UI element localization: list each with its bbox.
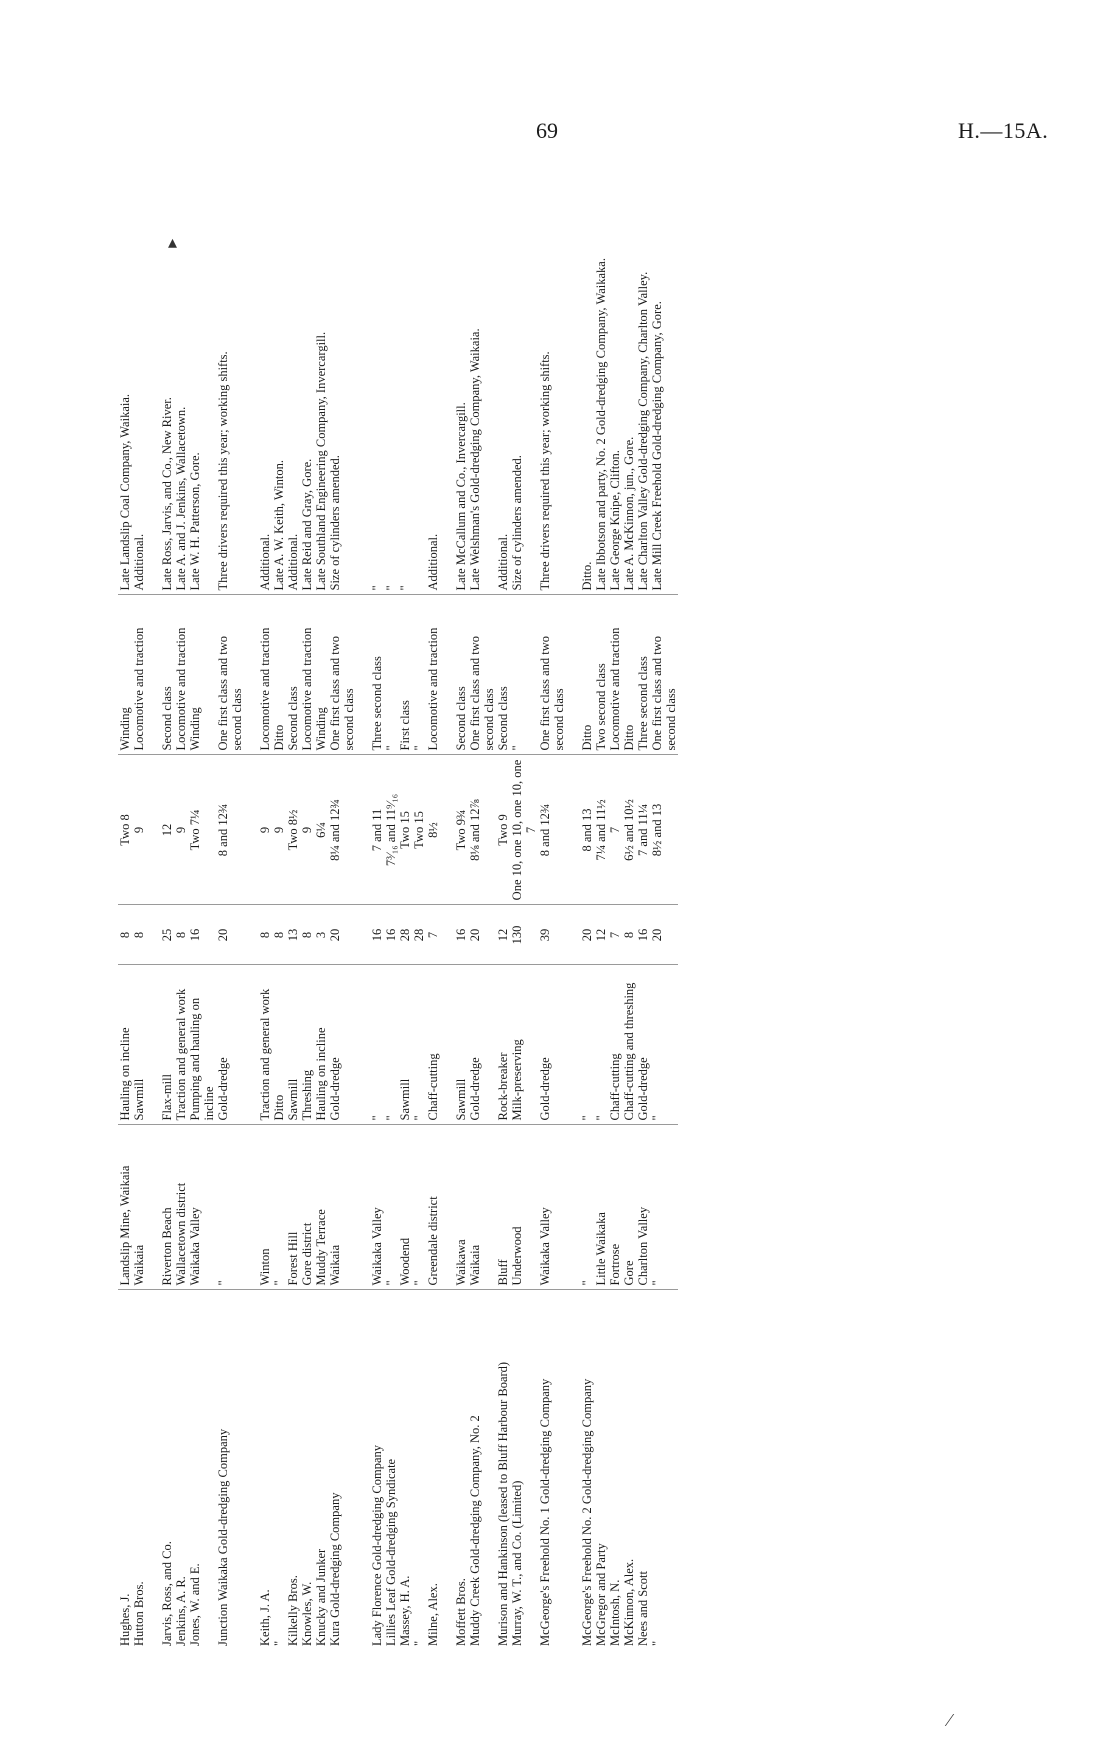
table-row bbox=[496, 160, 510, 1650]
cylinder-size-cell: 9 bbox=[174, 755, 188, 905]
horse-power-cell: 3 bbox=[314, 905, 328, 965]
remarks-cell: Ditto. bbox=[580, 561, 594, 591]
horse-power-cell: 25 bbox=[160, 905, 174, 965]
horse-power-cell: 12 bbox=[496, 905, 510, 965]
owner-cell: Jarvis, Ross, and Co. bbox=[160, 1290, 174, 1650]
horse-power-cell: 16 bbox=[188, 905, 216, 965]
cylinder-size-cell: 9 bbox=[272, 755, 286, 905]
cylinder-size-cell: Two 9¾ bbox=[454, 755, 468, 905]
horse-power-cell: 20 bbox=[580, 905, 594, 965]
table-row bbox=[384, 160, 398, 1650]
owner-cell: Lillies Leaf Gold-dredging Syndicate bbox=[384, 1290, 398, 1650]
use-cell: Traction and general work bbox=[258, 965, 272, 1125]
use-cell: Gold-dredge bbox=[216, 965, 244, 1125]
locality-cell: Little Waikaka bbox=[594, 1125, 608, 1290]
owner-cell: Knowles, W. bbox=[300, 1290, 314, 1650]
row-spacer bbox=[244, 160, 258, 1650]
use-cell: Threshing bbox=[300, 965, 314, 1125]
locality-cell: " bbox=[272, 1125, 286, 1290]
horse-power-cell: 20 bbox=[328, 905, 356, 965]
remarks-cell: Late Welshman's Gold-dredging Company, Waikaia. bbox=[468, 328, 482, 591]
cylinder-size-cell: 6¼ bbox=[314, 755, 328, 905]
horse-power-cell: 8 bbox=[132, 905, 146, 965]
horse-power-cell: 16 bbox=[454, 905, 468, 965]
remarks-cell: " bbox=[370, 585, 384, 591]
remarks-cell: Late Ibbotson and party, No. 2 Gold-dredging Company, Waikaka. bbox=[594, 258, 608, 591]
horse-power-cell: 7 bbox=[608, 905, 622, 965]
locality-cell: Bluff bbox=[496, 1125, 510, 1290]
cylinder-size-cell: 8 and 12¾ bbox=[538, 755, 566, 905]
certificate-class-cell: " bbox=[510, 595, 538, 755]
table-row bbox=[370, 160, 384, 1650]
certificate-class-cell: Second class bbox=[160, 595, 174, 755]
owner-cell: " bbox=[412, 1290, 426, 1650]
horse-power-cell: 16 bbox=[370, 905, 384, 965]
register-table-rotated bbox=[118, 160, 968, 1650]
owner-cell: Murison and Hankinson (leased to Bluff Harbour Board) bbox=[496, 1290, 510, 1650]
locality-cell: " bbox=[216, 1125, 244, 1290]
table-row bbox=[300, 160, 314, 1650]
certificate-class-cell: Two second class bbox=[594, 595, 608, 755]
table-row bbox=[314, 160, 328, 1650]
horse-power-cell: 12 bbox=[594, 905, 608, 965]
certificate-class-cell: " bbox=[412, 595, 426, 755]
remarks-cell: Additional. bbox=[258, 533, 272, 591]
locality-cell: Woodend bbox=[398, 1125, 412, 1290]
table-row bbox=[286, 160, 300, 1650]
owner-cell: McIntosh, N. bbox=[608, 1290, 622, 1650]
owner-cell: Murray, W. T., and Co. (Limited) bbox=[510, 1290, 538, 1650]
use-cell: " bbox=[580, 965, 594, 1125]
owner-cell: Hughes, J. bbox=[118, 1290, 132, 1650]
locality-cell: Riverton Beach bbox=[160, 1125, 174, 1290]
certificate-class-cell: First class bbox=[398, 595, 412, 755]
cylinder-size-cell: 12 bbox=[160, 755, 174, 905]
page-header bbox=[0, 0, 1114, 150]
table-row bbox=[510, 160, 538, 1650]
owner-cell: Knucky and Junker bbox=[314, 1290, 328, 1650]
cylinder-size-cell: 8½ bbox=[426, 755, 440, 905]
cylinder-size-cell: Two 7¼ bbox=[188, 755, 216, 905]
table-row bbox=[174, 160, 188, 1650]
use-cell: Sawmill bbox=[132, 965, 146, 1125]
use-cell: " bbox=[594, 965, 608, 1125]
page-number: 69 bbox=[536, 118, 558, 143]
scan-mark: ▴ bbox=[168, 232, 178, 252]
table-row bbox=[188, 160, 216, 1650]
use-cell: Rock-breaker bbox=[496, 965, 510, 1125]
row-spacer bbox=[566, 160, 580, 1650]
locality-cell: Gore bbox=[622, 1125, 636, 1290]
remarks-cell: Additional. bbox=[132, 533, 146, 591]
owner-cell: Moffett Bros. bbox=[454, 1290, 468, 1650]
table-row bbox=[468, 160, 496, 1650]
use-cell: Hauling on incline bbox=[314, 965, 328, 1125]
use-cell: Flax-mill bbox=[160, 965, 174, 1125]
table-row bbox=[650, 160, 678, 1650]
locality-cell: Waikaka Valley bbox=[538, 1125, 566, 1290]
certificate-class-cell: Three second class bbox=[370, 595, 384, 755]
locality-cell: " bbox=[650, 1125, 678, 1290]
certificate-class-cell: " bbox=[384, 595, 398, 755]
remarks-cell: Three drivers required this year; working shifts. bbox=[538, 351, 552, 591]
locality-cell: Forest Hill bbox=[286, 1125, 300, 1290]
table-row bbox=[636, 160, 650, 1650]
table-row bbox=[258, 160, 272, 1650]
use-cell: Chaff-cutting and threshing bbox=[622, 965, 636, 1125]
scan-mark: ⁄ bbox=[948, 1710, 952, 1730]
certificate-class-cell: Second class bbox=[286, 595, 300, 755]
use-cell: Gold-dredge bbox=[538, 965, 566, 1125]
locality-cell: " bbox=[384, 1125, 398, 1290]
locality-cell: " bbox=[580, 1125, 594, 1290]
horse-power-cell: 16 bbox=[384, 905, 398, 965]
cylinder-size-cell: 9 bbox=[258, 755, 272, 905]
horse-power-cell: 8 bbox=[622, 905, 636, 965]
table-row bbox=[454, 160, 468, 1650]
owner-cell: McGregor and Party bbox=[594, 1290, 608, 1650]
use-cell: Sawmill bbox=[398, 965, 412, 1125]
cylinder-size-cell: Two 15 bbox=[412, 755, 426, 905]
horse-power-cell: 20 bbox=[650, 905, 678, 965]
owner-cell: Massey, H. A. bbox=[398, 1290, 412, 1650]
cylinder-size-cell: One 10, one 10, one 10, one 7 bbox=[510, 755, 538, 905]
use-cell: Gold-dredge bbox=[636, 965, 650, 1125]
locality-cell: Landslip Mine, Waikaia bbox=[118, 1125, 132, 1290]
certificate-class-cell: Winding bbox=[314, 595, 328, 755]
certificate-class-cell: Locomotive and traction bbox=[608, 595, 622, 755]
table-row bbox=[118, 160, 132, 1650]
locality-cell: Muddy Terrace bbox=[314, 1125, 328, 1290]
remarks-cell: Late Reid and Gray, Gore. bbox=[300, 458, 314, 591]
use-cell: Ditto bbox=[272, 965, 286, 1125]
owner-cell: " bbox=[272, 1290, 286, 1650]
horse-power-cell: 13 bbox=[286, 905, 300, 965]
remarks-cell bbox=[412, 160, 426, 595]
remarks-cell: Late A. and J. Jenkins, Wallacetown. bbox=[174, 406, 188, 591]
locality-cell: Gore district bbox=[300, 1125, 314, 1290]
horse-power-cell: 8 bbox=[118, 905, 132, 965]
locality-cell: Waikaka Valley bbox=[370, 1125, 384, 1290]
certificate-class-cell: Winding bbox=[188, 595, 216, 755]
cylinder-size-cell: Two 8 bbox=[118, 755, 132, 905]
remarks-cell: Additional. bbox=[286, 533, 300, 591]
remarks-cell: Late W. H. Patterson, Gore. bbox=[188, 452, 202, 591]
locality-cell: Charlton Valley bbox=[636, 1125, 650, 1290]
remarks-cell: " bbox=[398, 585, 412, 591]
horse-power-cell: 20 bbox=[468, 905, 496, 965]
remarks-cell: Additional. bbox=[496, 533, 510, 591]
remarks-cell: Late Mill Creek Freehold Gold-dredging Company, Gore. bbox=[650, 301, 664, 591]
owner-cell: Lady Florence Gold-dredging Company bbox=[370, 1290, 384, 1650]
certificate-class-cell: One first class and two second class bbox=[538, 595, 566, 755]
remarks-cell: Late A. McKinnon, jun., Gore. bbox=[622, 436, 636, 591]
certificate-class-cell: Second class bbox=[454, 595, 468, 755]
table-row bbox=[426, 160, 440, 1650]
horse-power-cell: 7 bbox=[426, 905, 440, 965]
row-spacer bbox=[146, 160, 160, 1650]
cylinder-size-cell: 7¼ and 11½ bbox=[594, 755, 608, 905]
owner-cell: Keith, J. A. bbox=[258, 1290, 272, 1650]
certificate-class-cell: Second class bbox=[496, 595, 510, 755]
locality-cell: Waikawa bbox=[454, 1125, 468, 1290]
cylinder-size-cell: Two 15 bbox=[398, 755, 412, 905]
document-reference: H.—15A. bbox=[958, 118, 1049, 143]
owner-cell: Kilkelly Bros. bbox=[286, 1290, 300, 1650]
use-cell: Traction and general work bbox=[174, 965, 188, 1125]
owner-cell: Junction Waikaka Gold-dredging Company bbox=[216, 1290, 244, 1650]
table-row bbox=[328, 160, 356, 1650]
certificate-class-cell: Three second class bbox=[636, 595, 650, 755]
locality-cell: Fortrose bbox=[608, 1125, 622, 1290]
certificate-class-cell: One first class and two second class bbox=[216, 595, 244, 755]
cylinder-size-cell: 8⅛ and 12⅞ bbox=[468, 755, 496, 905]
certificate-class-cell: Winding bbox=[118, 595, 132, 755]
use-cell: Chaff-cutting bbox=[608, 965, 622, 1125]
horse-power-cell: 8 bbox=[174, 905, 188, 965]
remarks-cell: Size of cylinders amended. bbox=[328, 455, 342, 591]
remarks-cell: Three drivers required this year; working shifts. bbox=[216, 351, 230, 591]
use-cell: Milk-preserving bbox=[510, 965, 538, 1125]
remarks-cell: Late George Knipe, Clifton. bbox=[608, 450, 622, 591]
horse-power-cell: 28 bbox=[412, 905, 426, 965]
remarks-cell: Additional. bbox=[426, 533, 440, 591]
certificate-class-cell: One first class and two second class bbox=[328, 595, 356, 755]
locality-cell: " bbox=[412, 1125, 426, 1290]
horse-power-cell: 16 bbox=[636, 905, 650, 965]
remarks-cell: Late Landslip Coal Company, Waikaia. bbox=[118, 393, 132, 591]
use-cell: " bbox=[370, 965, 384, 1125]
locality-cell: Winton bbox=[258, 1125, 272, 1290]
owner-cell: Milne, Alex. bbox=[426, 1290, 440, 1650]
owner-cell: Hutton Bros. bbox=[132, 1290, 146, 1650]
horse-power-cell: 39 bbox=[538, 905, 566, 965]
table-row bbox=[216, 160, 244, 1650]
locality-cell: Waikaia bbox=[328, 1125, 356, 1290]
cylinder-size-cell: 7³⁄₁₆ and 11⁹⁄₁₆ bbox=[384, 755, 398, 905]
table-row bbox=[594, 160, 608, 1650]
owner-cell: Kura Gold-dredging Company bbox=[328, 1290, 356, 1650]
use-cell: " bbox=[650, 965, 678, 1125]
horse-power-cell: 20 bbox=[216, 905, 244, 965]
cylinder-size-cell: 8¼ and 12¾ bbox=[328, 755, 356, 905]
owner-cell: McGeorge's Freehold No. 1 Gold-dredging Company bbox=[538, 1290, 566, 1650]
horse-power-cell: 8 bbox=[258, 905, 272, 965]
use-cell: Sawmill bbox=[286, 965, 300, 1125]
use-cell: " bbox=[412, 965, 426, 1125]
use-cell: Pumping and hauling on incline bbox=[188, 965, 216, 1125]
cylinder-size-cell: 8½ and 13 bbox=[650, 755, 678, 905]
remarks-cell: " bbox=[384, 585, 398, 591]
cylinder-size-cell: Two 8½ bbox=[286, 755, 300, 905]
certificate-class-cell: Locomotive and traction bbox=[174, 595, 188, 755]
locality-cell: Wallacetown district bbox=[174, 1125, 188, 1290]
table-row bbox=[160, 160, 174, 1650]
locality-cell: Greendale district bbox=[426, 1125, 440, 1290]
cylinder-size-cell: 6½ and 10½ bbox=[622, 755, 636, 905]
owner-cell: Nees and Scott bbox=[636, 1290, 650, 1650]
cylinder-size-cell: Two 9 bbox=[496, 755, 510, 905]
certificate-class-cell: Ditto bbox=[622, 595, 636, 755]
table-row bbox=[608, 160, 622, 1650]
cylinder-size-cell: 8 and 13 bbox=[580, 755, 594, 905]
remarks-cell: Late Charlton Valley Gold-dredging Company, Charlton Valley. bbox=[636, 271, 650, 591]
certificate-class-cell: One first class and two second class bbox=[468, 595, 496, 755]
owner-cell: Muddy Creek Gold-dredging Company, No. 2 bbox=[468, 1290, 496, 1650]
use-cell: Gold-dredge bbox=[468, 965, 496, 1125]
certificate-class-cell: Locomotive and traction bbox=[132, 595, 146, 755]
owner-cell: " bbox=[650, 1290, 678, 1650]
use-cell: Sawmill bbox=[454, 965, 468, 1125]
certificate-class-cell: Locomotive and traction bbox=[300, 595, 314, 755]
table-row bbox=[412, 160, 426, 1650]
owner-cell: Jones, W. and E. bbox=[188, 1290, 216, 1650]
cylinder-size-cell: 7 bbox=[608, 755, 622, 905]
locality-cell: Waikaia bbox=[468, 1125, 496, 1290]
table-row bbox=[538, 160, 566, 1650]
locality-cell: Waikaka Valley bbox=[188, 1125, 216, 1290]
certificate-class-cell: One first class and two second class bbox=[650, 595, 678, 755]
table-body bbox=[118, 160, 678, 1650]
use-cell: " bbox=[384, 965, 398, 1125]
cylinder-size-cell: 9 bbox=[132, 755, 146, 905]
table-row bbox=[580, 160, 594, 1650]
certificate-class-cell: Locomotive and traction bbox=[258, 595, 272, 755]
certificate-class-cell: Locomotive and traction bbox=[426, 595, 440, 755]
use-cell: Gold-dredge bbox=[328, 965, 356, 1125]
horse-power-cell: 8 bbox=[300, 905, 314, 965]
use-cell: Chaff-cutting bbox=[426, 965, 440, 1125]
horse-power-cell: 28 bbox=[398, 905, 412, 965]
cylinder-size-cell: 7 and 11¼ bbox=[636, 755, 650, 905]
table-row bbox=[132, 160, 146, 1650]
use-cell: Hauling on incline bbox=[118, 965, 132, 1125]
table-row bbox=[398, 160, 412, 1650]
remarks-cell: Size of cylinders amended. bbox=[510, 455, 524, 591]
remarks-cell: Late Ross, Jarvis, and Co., New River. bbox=[160, 397, 174, 591]
owner-cell: Jenkins, A. R. bbox=[174, 1290, 188, 1650]
remarks-cell: Late A. W. Keith, Winton. bbox=[272, 459, 286, 591]
boiler-register-table bbox=[118, 160, 678, 1650]
table-row bbox=[272, 160, 286, 1650]
remarks-cell: Late Southland Engineering Company, Invercargill. bbox=[314, 331, 328, 591]
cylinder-size-cell: 9 bbox=[300, 755, 314, 905]
owner-cell: McGeorge's Freehold No. 2 Gold-dredging Company bbox=[580, 1290, 594, 1650]
table-row bbox=[622, 160, 636, 1650]
row-spacer bbox=[440, 160, 454, 1650]
cylinder-size-cell: 7 and 11 bbox=[370, 755, 384, 905]
certificate-class-cell: Ditto bbox=[580, 595, 594, 755]
cylinder-size-cell: 8 and 12¾ bbox=[216, 755, 244, 905]
locality-cell: Underwood bbox=[510, 1125, 538, 1290]
certificate-class-cell: Ditto bbox=[272, 595, 286, 755]
horse-power-cell: 130 bbox=[510, 905, 538, 965]
locality-cell: Waikaia bbox=[132, 1125, 146, 1290]
row-spacer bbox=[356, 160, 370, 1650]
remarks-cell: Late McCallum and Co., Invercargill. bbox=[454, 402, 468, 591]
owner-cell: McKinnon, Alex. bbox=[622, 1290, 636, 1650]
horse-power-cell: 8 bbox=[272, 905, 286, 965]
